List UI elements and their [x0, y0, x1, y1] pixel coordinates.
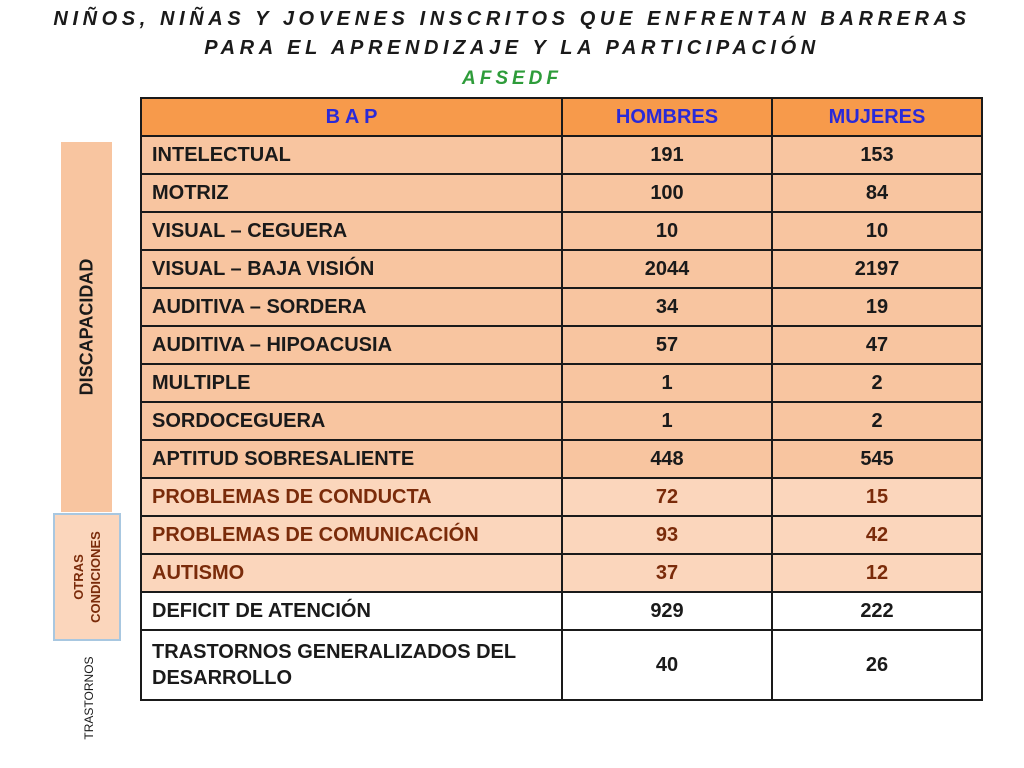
row-name: AUTISMO [141, 554, 562, 592]
row-mujeres: 42 [772, 516, 982, 554]
table-row [141, 630, 982, 700]
row-name: VISUAL – BAJA VISIÓN [141, 250, 562, 288]
row-hombres: 929 [562, 592, 772, 630]
row-mujeres: 47 [772, 326, 982, 364]
row-hombres: 191 [562, 136, 772, 174]
row-name: DEFICIT DE ATENCIÓN [141, 592, 562, 630]
row-hombres: 2044 [562, 250, 772, 288]
row-mujeres: 10 [772, 212, 982, 250]
row-hombres: 10 [562, 212, 772, 250]
row-mujeres: 222 [772, 592, 982, 630]
row-name: MULTIPLE [141, 364, 562, 402]
header-hombres: HOMBRES [562, 98, 772, 136]
table-row [141, 364, 982, 402]
row-name: SORDOCEGUERA [141, 402, 562, 440]
row-mujeres: 545 [772, 440, 982, 478]
row-name: PROBLEMAS DE COMUNICACIÓN [141, 516, 562, 554]
page-title-line-2: PARA EL APRENDIZAJE Y LA PARTICIPACIÓN [204, 37, 820, 59]
table-header-row [141, 98, 982, 136]
table-row [141, 136, 982, 174]
row-name: AUDITIVA – SORDERA [141, 288, 562, 326]
table-row [141, 478, 982, 516]
row-mujeres: 153 [772, 136, 982, 174]
header-mujeres: MUJERES [772, 98, 982, 136]
row-name: APTITUD SOBRESALIENTE [141, 440, 562, 478]
row-hombres: 448 [562, 440, 772, 478]
row-mujeres: 19 [772, 288, 982, 326]
table-row [141, 288, 982, 326]
row-hombres: 37 [562, 554, 772, 592]
side-label-trastornos [74, 645, 104, 750]
row-mujeres: 26 [772, 630, 982, 700]
row-hombres: 40 [562, 630, 772, 700]
side-label-otras-condiciones [53, 513, 121, 641]
row-mujeres: 2 [772, 364, 982, 402]
row-name: MOTRIZ [141, 174, 562, 212]
row-hombres: 1 [562, 402, 772, 440]
page-subtitle: AFSEDF [462, 68, 562, 89]
side-label-discapacidad-text: DISCAPACIDAD [76, 258, 96, 396]
row-name: VISUAL – CEGUERA [141, 212, 562, 250]
page-title-line-1: NIÑOS, NIÑAS Y JOVENES INSCRITOS QUE ENFRENTAN BARRERAS [53, 8, 971, 30]
side-label-trastornos-text: TRASTORNOS [82, 655, 96, 740]
row-mujeres: 2197 [772, 250, 982, 288]
row-mujeres: 2 [772, 402, 982, 440]
row-hombres: 57 [562, 326, 772, 364]
table-row [141, 440, 982, 478]
row-mujeres: 15 [772, 478, 982, 516]
table-row [141, 212, 982, 250]
table-row [141, 402, 982, 440]
row-hombres: 72 [562, 478, 772, 516]
row-hombres: 100 [562, 174, 772, 212]
row-hombres: 34 [562, 288, 772, 326]
row-hombres: 93 [562, 516, 772, 554]
row-hombres: 1 [562, 364, 772, 402]
side-label-discapacidad [61, 142, 112, 512]
header-bap: B A P [141, 98, 562, 136]
bap-table [140, 97, 983, 701]
table-row [141, 516, 982, 554]
table-row [141, 250, 982, 288]
table-row [141, 326, 982, 364]
row-name: PROBLEMAS DE CONDUCTA [141, 478, 562, 516]
table-row [141, 554, 982, 592]
row-name: AUDITIVA – HIPOACUSIA [141, 326, 562, 364]
row-name: TRASTORNOS GENERALIZADOS DEL DESARROLLO [141, 630, 562, 700]
table-row [141, 592, 982, 630]
row-name: INTELECTUAL [141, 136, 562, 174]
row-mujeres: 84 [772, 174, 982, 212]
side-label-otras-condiciones-text: OTRAS CONDICIONES [71, 531, 103, 623]
table-row [141, 174, 982, 212]
row-mujeres: 12 [772, 554, 982, 592]
